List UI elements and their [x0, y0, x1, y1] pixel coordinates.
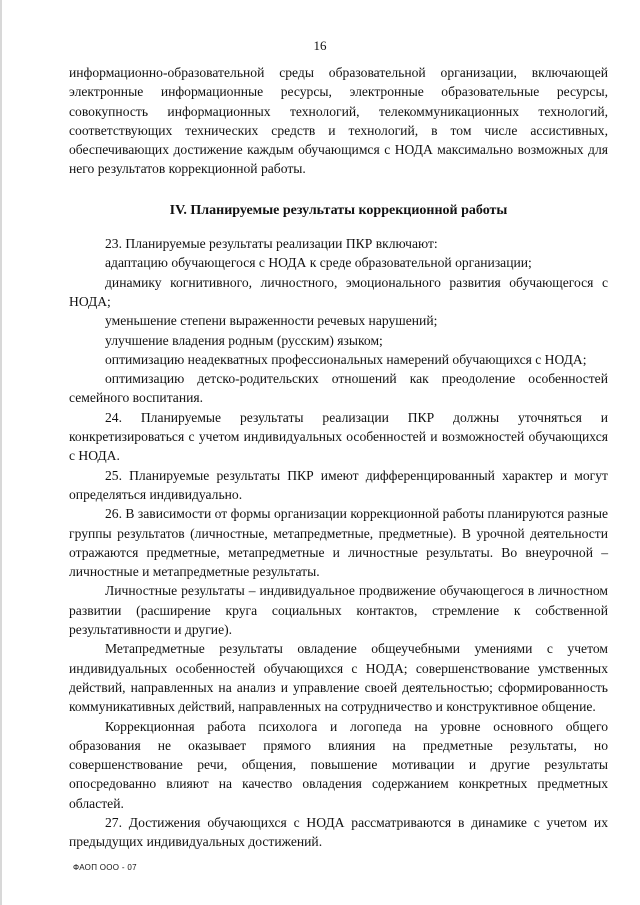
paragraph-27: 27. Достижения обучающихся с НОДА рассматриваются в динамике с учетом их предыдущих индивидуальных достижений. [69, 814, 608, 850]
intro-paragraph: информационно-образовательной среды образовательной организации, включающей электронные информационные ресурсы, электронные образовательные ресурсы, совокупность информационных технологий, телекоммуникационных технологий, соответствующих технических средств и технологий, в том числе ассистивных, обеспечивающих достижение каждым обучающимся с НОДА максимально возможных для него результатов коррекционной работы. [69, 65, 608, 177]
list-item-speech: уменьшение степени выраженности речевых нарушений; [105, 313, 438, 329]
paragraph-metasubject-results: Метапредметные результаты овладение общеучебными умениями с учетом индивидуальных особенностей обучающихся с НОДА; совершенствование умственных действий, направленных на анализ и управление своей деятельностью; сформированность коммуникативных действий, направленных на сотрудничество и конструктивное общение. [69, 641, 608, 715]
list-item-adaptation: адаптацию обучающегося с НОДА к среде образовательной организации; [105, 255, 532, 271]
paragraph-26: 26. В зависимости от формы организации коррекционной работы планируются разные группы результатов (личностные, метапредметные, предметные). В урочной деятельности отражаются предметные, метапредметные и личностные результаты. Во внеурочной – личностные и метапредметные результаты. [69, 506, 608, 580]
section-heading: IV. Планируемые результаты коррекционной работы [169, 202, 508, 218]
list-item-dynamics: динамику когнитивного, личностного, эмоционального развития обучающегося с НОДА; [69, 274, 608, 309]
list-item-family: оптимизацию детско-родительских отношений как преодоление особенностей семейного воспитания. [69, 371, 608, 406]
page-content [69, 63, 608, 852]
paragraph-24: 24. Планируемые результаты реализации ПКР должны уточняться и конкретизироваться с учетом индивидуальных особенностей и возможностей обучающихся с НОДА. [69, 409, 608, 464]
document-footer: ФАОП ООО - 07 [73, 863, 137, 872]
paragraph-correctional-work: Коррекционная работа психолога и логопеда на уровне основного общего образования не оказывает прямого влияния на предметные результаты, но совершенствование речи, общения, повышение мотивации и другие результаты опосредованно влияют на качество овладения содержанием конкретных предметных областей. [69, 718, 608, 811]
paragraph-25: 25. Планируемые результаты ПКР имеют дифференцированный характер и могут определяться индивидуально. [69, 467, 608, 502]
paragraph-personal-results: Личностные результаты – индивидуальное продвижение обучающегося в личностном развитии (расширение круга социальных контактов, стремление к собственной результативности и другие). [69, 583, 608, 638]
paragraph-23: 23. Планируемые результаты реализации ПКР включают: [105, 236, 438, 252]
list-item-professional: оптимизацию неадекватных профессиональных намерений обучающихся с НОДА; [105, 351, 587, 367]
page-number: 16 [313, 38, 327, 53]
list-item-language: улучшение владения родным (русским) языком; [105, 332, 383, 348]
